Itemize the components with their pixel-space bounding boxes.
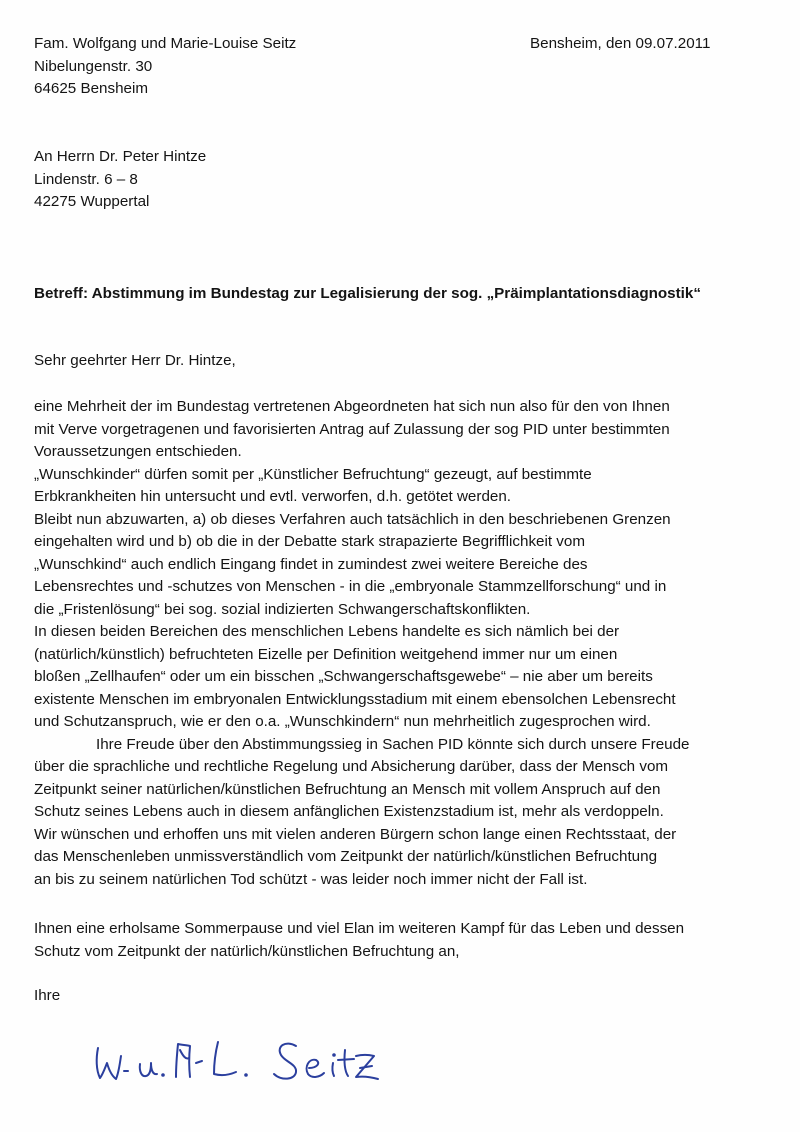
signature-stroke xyxy=(338,1059,354,1060)
signature-stroke xyxy=(214,1042,236,1075)
closing-paragraph xyxy=(34,918,684,963)
body-line: bloßen „Zellhaufen“ oder um ein bisschen „Schwangerschaftsgewebe“ – nie aber um bereits xyxy=(34,668,653,685)
signature-stroke xyxy=(307,1060,324,1077)
body-line: Schutz seines Lebens auch in diesem anfänglichen Existenzstadium ist, mehr als verdoppeln. xyxy=(34,803,664,820)
signature-stroke xyxy=(176,1044,190,1077)
closing-line: Schutz vom Zeitpunkt der natürlich/künstlichen Befruchtung an, xyxy=(34,942,460,960)
handwritten-signature xyxy=(90,1030,440,1092)
salutation: Sehr geehrter Herr Dr. Hintze, xyxy=(34,352,236,369)
signature-stroke xyxy=(274,1044,296,1079)
body-line: an bis zu seinem natürlichen Tod schützt - was leider noch immer nicht der Fall ist. xyxy=(34,870,588,888)
place-and-date: Bensheim, den 09.07.2011 xyxy=(530,35,711,52)
signature-stroke xyxy=(140,1063,157,1076)
valediction: Ihre xyxy=(34,987,61,1004)
body-line: existente Menschen im embryonalen Entwicklungsstadium mit einem ebensolchen Lebensrecht xyxy=(34,690,676,708)
recipient-city: 42275 Wuppertal xyxy=(34,193,150,210)
body-line: (natürlich/künstlich) befruchteten Eizelle per Definition weitgehend immer nur um einen xyxy=(34,645,618,663)
sender-city: 64625 Bensheim xyxy=(34,80,148,97)
body-line: Zeitpunkt seiner natürlichen/künstlichen Befruchtung an Mensch mit vollem Anspruch auf den xyxy=(34,780,661,798)
sender-address xyxy=(34,33,296,101)
signature-stroke xyxy=(196,1061,202,1063)
recipient-address xyxy=(34,146,206,214)
signature-stroke xyxy=(180,1050,189,1059)
body-line: Wir wünschen und erhoffen uns mit vielen anderen Bürgern schon lange einen Rechtsstaat, der xyxy=(34,825,677,843)
signature-stroke xyxy=(97,1048,121,1079)
signature-stroke xyxy=(344,1050,348,1076)
sender-name: Fam. Wolfgang und Marie-Louise Seitz xyxy=(34,35,297,52)
signature-stroke xyxy=(245,1074,247,1076)
body-line: eine Mehrheit der im Bundestag vertretenen Abgeordneten hat sich nun also für den von Ihnen xyxy=(34,398,670,415)
recipient-street: Lindenstr. 6 – 8 xyxy=(34,170,138,188)
body-line: über die sprachliche und rechtliche Regelung und Absicherung darüber, dass der Mensch vom xyxy=(34,758,669,775)
signature-stroke xyxy=(360,1066,372,1068)
subject-line: Betreff: Abstimmung im Bundestag zur Legalisierung der sog. „Präimplantationsdiagnostik“ xyxy=(34,285,701,302)
body-line: die „Fristenlösung“ bei sog. sozial indizierten Schwangerschaftskonflikten. xyxy=(34,600,531,618)
body-line: In diesen beiden Bereichen des menschlichen Lebens handelte es sich nämlich bei der xyxy=(34,623,620,640)
body-line: das Menschenleben unmissverständlich vom Zeitpunkt der natürlich/künstlichen Befruchtung xyxy=(34,848,658,865)
signature-stroke xyxy=(332,1063,334,1076)
letter-body xyxy=(34,396,690,891)
signature-stroke xyxy=(333,1054,335,1056)
body-line: mit Verve vorgetragenen und favorisierten Antrag auf Zulassung der sog PID unter bestimmten xyxy=(34,420,670,438)
body-line: „Wunschkinder“ dürfen somit per „Künstlicher Befruchtung“ gezeugt, auf bestimmte xyxy=(34,465,592,483)
signature-stroke xyxy=(162,1074,164,1076)
sender-street: Nibelungenstr. 30 xyxy=(34,57,153,75)
recipient-name: An Herrn Dr. Peter Hintze xyxy=(34,148,207,165)
body-line: Erbkrankheiten hin untersucht und evtl. verworfen, d.h. getötet werden. xyxy=(34,488,511,505)
body-line: eingehalten wird und b) ob die in der Debatte stark strapazierte Begrifflichkeit vom xyxy=(34,533,585,550)
body-line: Voraussetzungen entschieden. xyxy=(34,443,242,460)
body-line: und Schutzanspruch, wie er den o.a. „Wunschkindern“ nun mehrheitlich zugesprochen wird. xyxy=(34,713,651,730)
body-line-indented: Ihre Freude über den Abstimmungssieg in Sachen PID könnte sich durch unsere Freude xyxy=(96,735,690,753)
closing-line: Ihnen eine erholsame Sommerpause und viel Elan im weiteren Kampf für das Leben und dessen xyxy=(34,920,685,937)
body-line: „Wunschkind“ auch endlich Eingang findet in zumindest zwei weitere Bereiche des xyxy=(34,555,588,573)
body-line: Bleibt nun abzuwarten, a) ob dieses Verfahren auch tatsächlich in den beschriebenen Grenzen xyxy=(34,510,671,528)
body-line: Lebensrechtes und -schutzes von Menschen - in die „embryonale Stammzellforschung“ und in xyxy=(34,578,667,595)
